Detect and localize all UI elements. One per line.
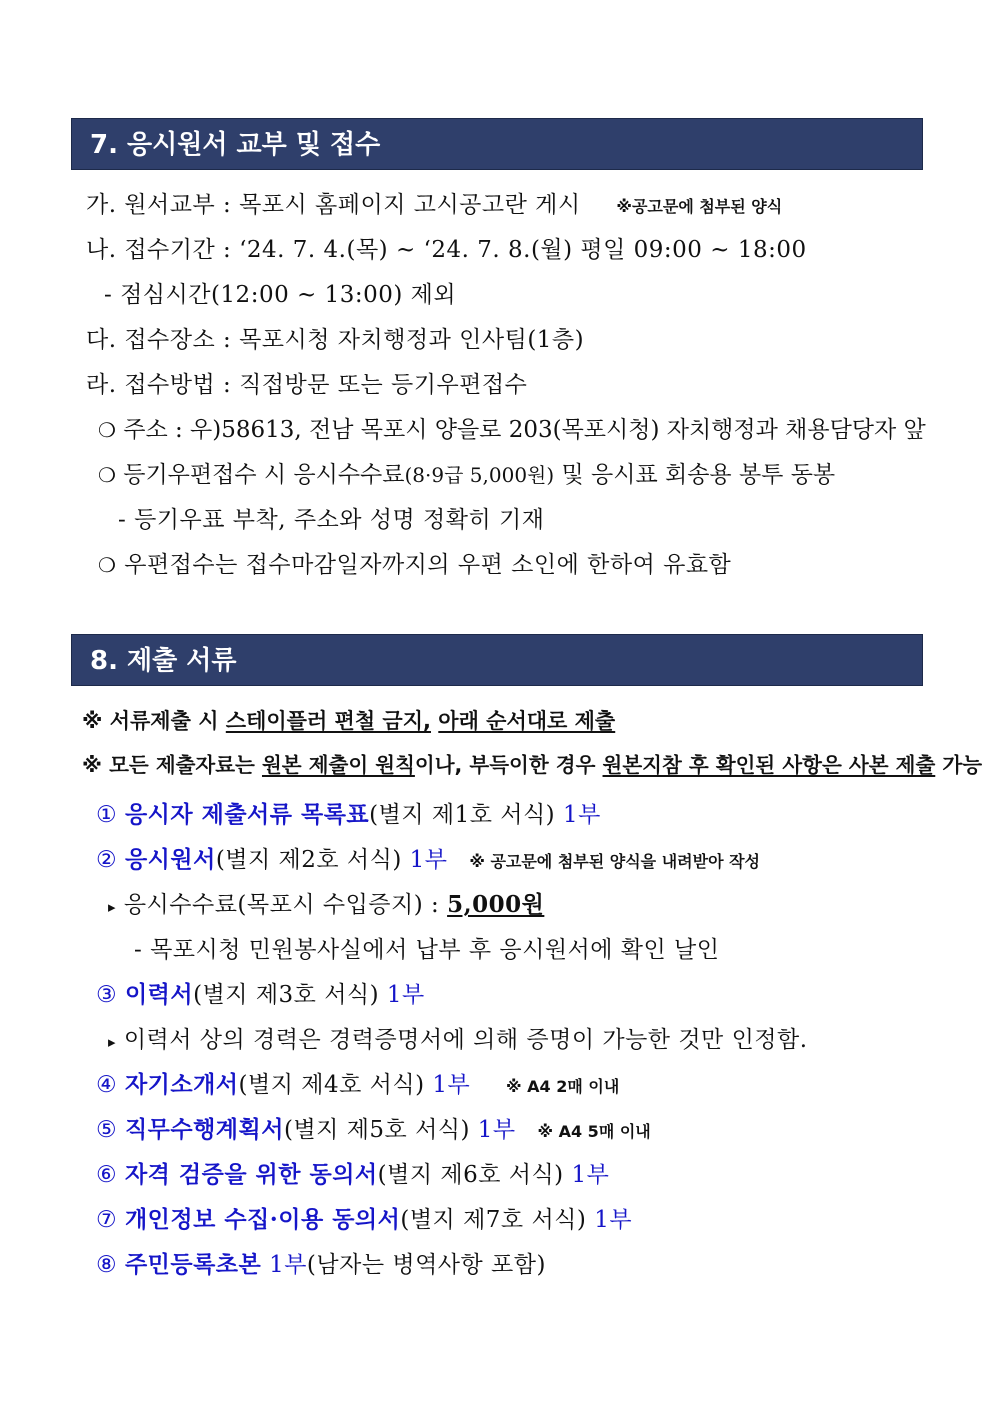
bullet-postmark	[98, 550, 731, 580]
doc-item-qty: 1부	[409, 847, 448, 873]
doc-item-6	[96, 1160, 609, 1190]
doc-item-name: 주민등록초본	[124, 1251, 262, 1278]
doc-item-qty: 1부	[594, 1207, 633, 1233]
notice-2-mid: 이나, 부득이한 경우	[414, 753, 596, 777]
doc-item-number: ⑤	[96, 1117, 118, 1143]
doc-item-note: (남자는 병역사항 포함)	[306, 1252, 546, 1278]
circle-bullet-icon: ❍	[98, 418, 116, 442]
circle-bullet-icon: ❍	[98, 463, 116, 487]
notice-2-underline-2: 원본지참 후 확인된 사항은 사본 제출	[602, 753, 936, 777]
notice-1-pre: 서류제출 시	[109, 709, 219, 733]
doc-item-form: (별지 제1호 서식)	[369, 802, 556, 828]
doc-item-note: ※ 공고문에 첨부된 양식을 내려받아 작성	[469, 852, 761, 871]
item-ra-text: 라. 접수방법 : 직접방문 또는 등기우편접수	[86, 372, 528, 398]
doc-item-1	[96, 800, 601, 830]
notice-1-underline-2: 아래 순서대로 제출	[438, 709, 616, 733]
doc-item-4	[96, 1070, 619, 1102]
reference-mark-icon: ※	[82, 709, 103, 733]
item-ga-text: 가. 원서교부 : 목포시 홈페이지 고시공고란 게시	[86, 192, 581, 218]
doc-item-name: 자격 검증을 위한 동의서	[124, 1161, 378, 1188]
doc-item-number: ⑧	[96, 1252, 118, 1278]
doc-item-7	[96, 1205, 632, 1235]
item-na-sub	[104, 280, 456, 310]
doc-item-number: ②	[96, 847, 118, 873]
fee-sub-text: - 목포시청 민원봉사실에서 납부 후 응시원서에 확인 날인	[134, 937, 720, 963]
triangle-bullet-icon: ▸	[108, 1033, 117, 1051]
doc-item-note: ※ A4 5매 이내	[537, 1122, 651, 1141]
doc-item-form: (별지 제6호 서식)	[377, 1162, 564, 1188]
bullet-registered-mail	[98, 460, 835, 490]
reference-mark-icon: ※	[82, 753, 102, 777]
doc-item-qty: 1부	[477, 1117, 516, 1143]
item-na	[86, 235, 807, 265]
fee-text: 응시수수료(목포시 수입증지) :	[123, 892, 440, 918]
doc-item-name: 개인정보 수집·이용 동의서	[124, 1206, 401, 1233]
item-ra	[86, 370, 527, 400]
doc-item-number: ⑦	[96, 1207, 118, 1233]
doc-item-qty: 1부	[562, 802, 601, 828]
bullet-postmark-text: 우편접수는 접수마감일자까지의 우편 소인에 한하여 유효함	[124, 552, 732, 578]
doc-item-name: 응시원서	[124, 846, 216, 873]
doc-item-number: ①	[96, 802, 118, 828]
notice-2-underline-1: 원본 제출이 원칙	[261, 753, 415, 777]
bullet-mail-pre: 등기우편접수 시 응시수수료	[123, 462, 405, 488]
fee-line	[108, 890, 544, 922]
doc-item-name: 자기소개서	[124, 1071, 239, 1098]
circle-bullet-icon: ❍	[98, 553, 117, 577]
notice-2-post: 가능	[942, 753, 983, 777]
doc-item-name: 응시자 제출서류 목록표	[124, 801, 370, 828]
bullet-mail-sub	[118, 505, 544, 535]
fee-amount: 5,000원	[447, 891, 545, 918]
item-na-text: 나. 접수기간 : ‘24. 7. 4.(목) ~ ‘24. 7. 8.(월) 평일 09:00 ~ 18:00	[86, 237, 807, 263]
item-da	[86, 325, 584, 355]
bullet-mail-sub-text: - 등기우표 부착, 주소와 성명 정확히 기재	[118, 507, 545, 533]
doc-item-number: ⑥	[96, 1162, 118, 1188]
bullet-mail-post: 및 응시표 회송용 봉투 동봉	[561, 462, 836, 488]
bullet-address	[98, 415, 926, 445]
section-7-header	[71, 118, 923, 170]
doc-item-qty: 1부	[386, 982, 425, 1008]
bullet-mail-fee: (8·9급 5,000원)	[404, 463, 555, 487]
doc-item-qty: 1부	[269, 1252, 307, 1278]
doc-item-note: ※ A4 2매 이내	[506, 1077, 620, 1096]
doc-item-number: ④	[96, 1072, 118, 1098]
doc-item-name: 직무수행계획서	[124, 1116, 284, 1143]
doc-item-5	[96, 1115, 651, 1147]
fee-sub	[134, 935, 719, 965]
section-8-title: 8. 제출 서류	[90, 646, 237, 676]
doc-item-qty: 1부	[432, 1072, 471, 1098]
doc-item-number: ③	[96, 982, 118, 1008]
section-8-header	[71, 634, 923, 686]
item-na-sub-text: - 점심시간(12:00 ~ 13:00) 제외	[104, 282, 457, 308]
doc-item-8	[96, 1250, 546, 1280]
section-7-title: 7. 응시원서 교부 및 접수	[90, 130, 381, 160]
doc-item-2	[96, 845, 760, 877]
career-text: 이력서 상의 경력은 경력증명서에 의해 증명이 가능한 것만 인정함.	[123, 1027, 808, 1053]
doc-item-form: (별지 제5호 서식)	[283, 1117, 470, 1143]
notice-1	[82, 706, 615, 736]
notice-1-underline-1: 스테이플러 편철 금지,	[225, 709, 431, 733]
doc-item-qty: 1부	[571, 1162, 610, 1188]
triangle-bullet-icon: ▸	[108, 898, 117, 916]
item-ga-note: ※공고문에 첨부된 양식	[616, 197, 783, 216]
doc-item-form: (별지 제3호 서식)	[193, 982, 380, 1008]
doc-item-3	[96, 980, 425, 1010]
item-da-text: 다. 접수장소 : 목포시청 자치행정과 인사팀(1층)	[86, 327, 585, 353]
doc-item-form: (별지 제2호 서식)	[215, 847, 402, 873]
notice-2-pre: 모든 제출자료는	[109, 753, 255, 777]
notice-2	[82, 750, 982, 780]
career-line	[108, 1025, 808, 1057]
bullet-address-text: 주소 : 우)58613, 전남 목포시 양을로 203(목포시청) 자치행정과 채용담당자 앞	[123, 417, 926, 443]
doc-item-form: (별지 제4호 서식)	[238, 1072, 425, 1098]
item-ga	[86, 190, 782, 222]
doc-item-form: (별지 제7호 서식)	[400, 1207, 587, 1233]
doc-item-name: 이력서	[124, 981, 194, 1008]
